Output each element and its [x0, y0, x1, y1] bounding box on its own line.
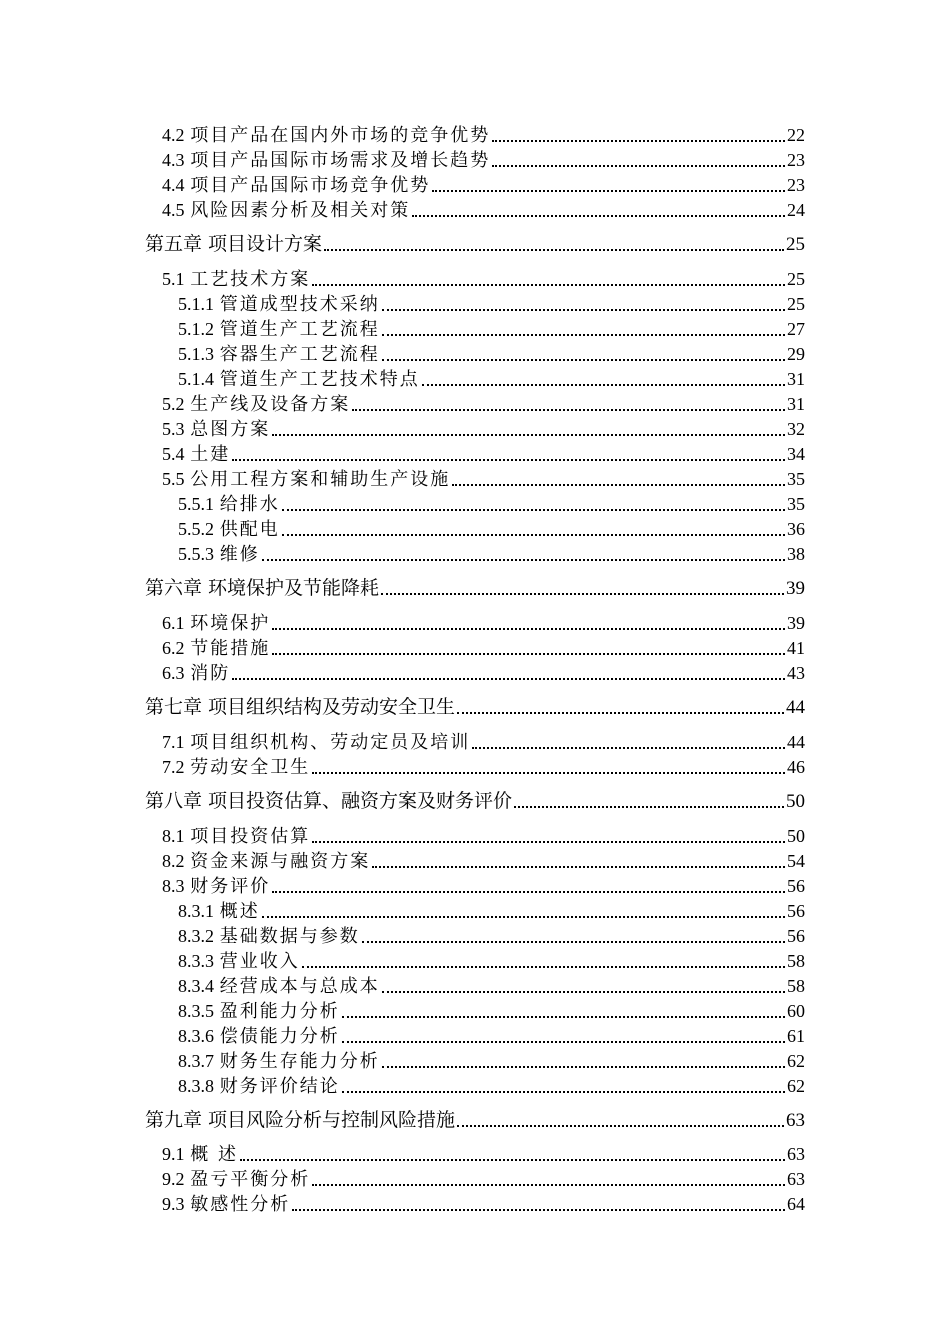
toc-entry-title: 容器生产工艺流程 [219, 344, 380, 365]
toc-entry-page-number: 32 [787, 419, 805, 439]
toc-dot-leader [492, 164, 785, 167]
toc-entry-number: 6.2 [162, 638, 185, 658]
toc-section-entry[interactable] [162, 852, 805, 871]
toc-entry-page-number: 58 [787, 976, 805, 996]
toc-entry-number: 8.3.1 [178, 901, 214, 921]
toc-entry-page-number: 39 [787, 613, 805, 633]
toc-entry-page-number: 22 [787, 125, 805, 145]
toc-dot-leader [272, 890, 785, 893]
toc-chapter-entry[interactable] [145, 1111, 805, 1130]
toc-entry-page-number: 58 [787, 951, 805, 971]
toc-dot-leader [240, 1158, 785, 1161]
toc-entry-title: 基础数据与参数 [219, 926, 360, 947]
toc-dot-leader [312, 840, 785, 843]
toc-dot-leader [272, 433, 785, 436]
toc-entry-page-number: 63 [787, 1144, 805, 1164]
toc-entry-number: 5.2 [162, 394, 185, 414]
toc-dot-leader [342, 1040, 785, 1043]
toc-entry-number: 9.3 [162, 1194, 185, 1214]
toc-entry-number: 8.3.3 [178, 951, 214, 971]
toc-entry-title: 敏感性分析 [190, 1194, 291, 1215]
toc-entry-number: 4.2 [162, 125, 185, 145]
toc-entry-page-number: 24 [787, 200, 805, 220]
toc-entry-page-number: 56 [787, 926, 805, 946]
toc-entry-number: 8.3.2 [178, 926, 214, 946]
toc-entry-page-number: 31 [787, 369, 805, 389]
toc-entry-number: 5.1 [162, 269, 185, 289]
toc-entry-title: 第六章 环境保护及节能降耗 [145, 577, 380, 599]
toc-entry-number: 4.5 [162, 200, 185, 220]
toc-section-entry[interactable] [162, 445, 805, 464]
toc-entry-page-number: 62 [787, 1076, 805, 1096]
toc-section-entry[interactable] [162, 639, 805, 658]
toc-section-entry[interactable] [162, 420, 805, 439]
toc-entry-number: 5.5.3 [178, 544, 214, 564]
toc-entry-number: 8.1 [162, 826, 185, 846]
toc-entry-page-number: 35 [787, 469, 805, 489]
toc-dot-leader [282, 533, 785, 536]
toc-section-entry[interactable] [178, 370, 805, 389]
toc-entry-number: 5.5 [162, 469, 185, 489]
toc-dot-leader [472, 746, 785, 749]
toc-entry-number: 8.3.7 [178, 1051, 214, 1071]
toc-dot-leader [362, 940, 785, 943]
toc-dot-leader [457, 1124, 784, 1127]
toc-section-entry[interactable] [162, 395, 805, 414]
toc-entry-page-number: 43 [787, 663, 805, 683]
toc-entry-page-number: 46 [787, 757, 805, 777]
toc-chapter-entry[interactable] [145, 698, 805, 717]
toc-entry-number: 7.1 [162, 732, 185, 752]
toc-section-entry[interactable] [178, 1002, 805, 1021]
toc-entry-page-number: 63 [786, 1110, 805, 1131]
toc-entry-title: 第五章 项目设计方案 [145, 233, 323, 255]
toc-entry-title: 项目产品在国内外市场的竞争优势 [190, 125, 491, 146]
toc-entry-number: 6.3 [162, 663, 185, 683]
toc-dot-leader [412, 214, 785, 217]
toc-dot-leader [372, 865, 785, 868]
toc-entry-title: 维修 [219, 544, 260, 565]
toc-entry-number: 5.1.2 [178, 319, 214, 339]
toc-section-entry[interactable] [178, 927, 805, 946]
toc-entry-page-number: 23 [787, 175, 805, 195]
toc-dot-leader [422, 383, 785, 386]
toc-chapter-entry[interactable] [145, 235, 805, 254]
toc-entry-page-number: 56 [787, 876, 805, 896]
toc-entry-number: 5.4 [162, 444, 185, 464]
toc-section-entry[interactable] [178, 952, 805, 971]
toc-entry-number: 4.3 [162, 150, 185, 170]
toc-dot-leader [514, 805, 784, 808]
toc-entry-title: 第九章 项目风险分析与控制风险措施 [145, 1109, 456, 1131]
toc-dot-leader [312, 771, 785, 774]
toc-dot-leader [382, 308, 785, 311]
toc-dot-leader [352, 408, 785, 411]
toc-dot-leader [272, 652, 785, 655]
toc-entry-title: 项目组织机构、劳动定员及培训 [190, 732, 471, 753]
toc-section-entry[interactable] [162, 758, 805, 777]
toc-dot-leader [457, 711, 784, 714]
toc-entry-page-number: 34 [787, 444, 805, 464]
toc-entry-title: 环境保护 [190, 613, 271, 634]
toc-section-entry[interactable] [162, 126, 805, 145]
toc-entry-page-number: 60 [787, 1001, 805, 1021]
toc-entry-title: 劳动安全卫生 [190, 757, 311, 778]
toc-entry-number: 5.5.2 [178, 519, 214, 539]
toc-entry-number: 9.2 [162, 1169, 185, 1189]
toc-entry-page-number: 27 [787, 319, 805, 339]
toc-entry-number: 9.1 [162, 1144, 185, 1164]
toc-entry-number: 5.5.1 [178, 494, 214, 514]
toc-section-entry[interactable] [178, 1052, 805, 1071]
toc-chapter-entry[interactable] [145, 792, 805, 811]
toc-entry-page-number: 25 [786, 234, 805, 255]
toc-dot-leader [382, 1065, 785, 1068]
toc-entry-number: 4.4 [162, 175, 185, 195]
toc-section-entry[interactable] [162, 1145, 805, 1164]
toc-dot-leader [432, 189, 785, 192]
toc-entry-title: 概 述 [190, 1144, 238, 1165]
toc-section-entry[interactable] [162, 470, 805, 489]
toc-section-entry[interactable] [178, 495, 805, 514]
toc-entry-page-number: 41 [787, 638, 805, 658]
toc-entry-page-number: 25 [787, 294, 805, 314]
toc-entry-title: 财务评价 [190, 876, 271, 897]
toc-entry-title: 第七章 项目组织结构及劳动安全卫生 [145, 696, 456, 718]
toc-chapter-entry[interactable] [145, 579, 805, 598]
toc-entry-title: 总图方案 [190, 419, 271, 440]
toc-section-entry[interactable] [178, 520, 805, 539]
toc-entry-title: 管道生产工艺技术特点 [219, 369, 420, 390]
toc-section-entry[interactable] [178, 545, 805, 564]
toc-dot-leader [232, 677, 785, 680]
toc-entry-number: 8.3 [162, 876, 185, 896]
toc-entry-number: 5.1.3 [178, 344, 214, 364]
toc-entry-title: 风险因素分析及相关对策 [190, 200, 411, 221]
toc-dot-leader [282, 508, 785, 511]
toc-entry-number: 8.3.4 [178, 976, 214, 996]
toc-section-entry[interactable] [178, 902, 805, 921]
toc-entry-page-number: 25 [787, 269, 805, 289]
toc-entry-page-number: 61 [787, 1026, 805, 1046]
toc-entry-title: 项目投资估算 [190, 826, 311, 847]
toc-dot-leader [492, 139, 785, 142]
toc-entry-number: 8.3.8 [178, 1076, 214, 1096]
toc-section-entry[interactable] [178, 320, 805, 339]
toc-entry-number: 5.1.1 [178, 294, 214, 314]
toc-entry-title: 节能措施 [190, 638, 271, 659]
toc-entry-title: 生产线及设备方案 [190, 394, 351, 415]
toc-dot-leader [382, 333, 785, 336]
toc-entry-page-number: 29 [787, 344, 805, 364]
toc-entry-page-number: 36 [787, 519, 805, 539]
toc-entry-title: 项目产品国际市场需求及增长趋势 [190, 150, 491, 171]
toc-section-entry[interactable] [162, 1195, 805, 1214]
toc-section-entry[interactable] [162, 270, 805, 289]
toc-section-entry[interactable] [162, 877, 805, 896]
toc-entry-number: 8.3.6 [178, 1026, 214, 1046]
toc-dot-leader [302, 965, 785, 968]
toc-entry-number: 7.2 [162, 757, 185, 777]
toc-entry-title: 工艺技术方案 [190, 269, 311, 290]
toc-dot-leader [312, 283, 785, 286]
toc-dot-leader [232, 458, 785, 461]
toc-entry-page-number: 56 [787, 901, 805, 921]
toc-entry-page-number: 63 [787, 1169, 805, 1189]
toc-section-entry[interactable] [178, 345, 805, 364]
toc-dot-leader [262, 915, 785, 918]
toc-dot-leader [342, 1090, 785, 1093]
toc-entry-title: 偿债能力分析 [219, 1026, 340, 1047]
toc-entry-title: 管道生产工艺流程 [219, 319, 380, 340]
toc-dot-leader [382, 990, 785, 993]
toc-entry-number: 5.1.4 [178, 369, 214, 389]
toc-entry-title: 盈亏平衡分析 [190, 1169, 311, 1190]
toc-dot-leader [381, 592, 784, 595]
toc-dot-leader [292, 1208, 785, 1211]
toc-entry-title: 管道成型技术采纳 [219, 294, 380, 315]
toc-entry-title: 营业收入 [219, 951, 300, 972]
toc-entry-page-number: 35 [787, 494, 805, 514]
toc-entry-page-number: 50 [786, 791, 805, 812]
toc-entry-title: 公用工程方案和辅助生产设施 [190, 469, 451, 490]
toc-entry-title: 第八章 项目投资估算、融资方案及财务评价 [145, 790, 513, 812]
toc-entry-title: 财务评价结论 [219, 1076, 340, 1097]
toc-dot-leader [452, 483, 785, 486]
toc-entry-page-number: 39 [786, 578, 805, 599]
toc-dot-leader [312, 1183, 785, 1186]
toc-entry-number: 8.2 [162, 851, 185, 871]
toc-entry-title: 经营成本与总成本 [219, 976, 380, 997]
toc-section-entry[interactable] [162, 733, 805, 752]
toc-entry-title: 项目产品国际市场竞争优势 [190, 175, 431, 196]
toc-dot-leader [342, 1015, 785, 1018]
toc-entry-page-number: 23 [787, 150, 805, 170]
toc-entry-number: 5.3 [162, 419, 185, 439]
toc-entry-title: 土建 [190, 444, 231, 465]
toc-section-entry[interactable] [162, 664, 805, 683]
toc-section-entry[interactable] [162, 1170, 805, 1189]
toc-section-entry[interactable] [162, 151, 805, 170]
toc-dot-leader [272, 627, 785, 630]
toc-entry-title: 财务生存能力分析 [219, 1051, 380, 1072]
toc-section-entry[interactable] [162, 201, 805, 220]
toc-entry-page-number: 50 [787, 826, 805, 846]
toc-entry-title: 消防 [190, 663, 231, 684]
toc-entry-title: 给排水 [219, 494, 280, 515]
toc-section-entry[interactable] [178, 1077, 805, 1096]
toc-section-entry[interactable] [162, 176, 805, 195]
toc-entry-page-number: 44 [786, 697, 805, 718]
toc-section-entry[interactable] [178, 977, 805, 996]
toc-entry-page-number: 64 [787, 1194, 805, 1214]
toc-section-entry[interactable] [178, 1027, 805, 1046]
toc-entry-page-number: 44 [787, 732, 805, 752]
toc-section-entry[interactable] [178, 295, 805, 314]
toc-section-entry[interactable] [162, 614, 805, 633]
toc-entry-title: 供配电 [219, 519, 280, 540]
toc-section-entry[interactable] [162, 827, 805, 846]
toc-entry-number: 8.3.5 [178, 1001, 214, 1021]
toc-entry-page-number: 31 [787, 394, 805, 414]
toc-entry-page-number: 62 [787, 1051, 805, 1071]
toc-dot-leader [382, 358, 785, 361]
toc-entry-title: 盈利能力分析 [219, 1001, 340, 1022]
toc-entry-title: 资金来源与融资方案 [190, 851, 371, 872]
toc-entry-title: 概述 [219, 901, 260, 922]
toc-entry-page-number: 38 [787, 544, 805, 564]
toc-dot-leader [262, 558, 785, 561]
toc-entry-number: 6.1 [162, 613, 185, 633]
toc-dot-leader [324, 248, 784, 251]
toc-entry-page-number: 54 [787, 851, 805, 871]
